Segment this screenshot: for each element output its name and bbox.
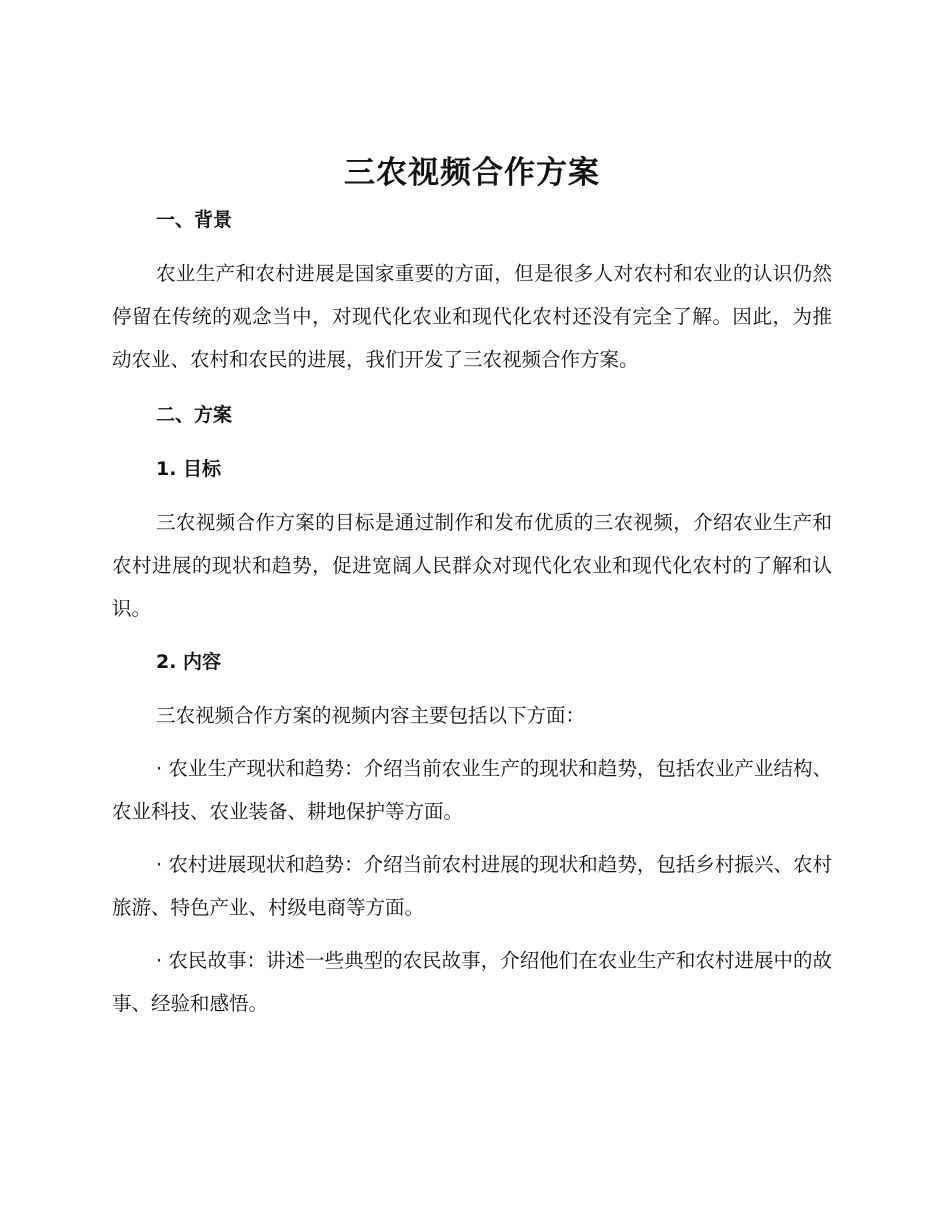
document-body [112, 148, 832, 1025]
content-bullet-item: · 农民故事：讲述一些典型的农民故事，介绍他们在农业生产和农村进展中的故事、经验和感悟。 [112, 949, 832, 1015]
content-bullet-item: · 农村进展现状和趋势：介绍当前农村进展的现状和趋势，包括乡村振兴、农村旅游、特色产业、村级电商等方面。 [112, 853, 832, 919]
section-heading-plan: 二、方案 [156, 404, 233, 426]
subsection-heading-content: 2. 内容 [156, 651, 222, 673]
content-bullet-item: · 农业生产现状和趋势：介绍当前农业生产的现状和趋势，包括农业产业结构、农业科技、农业装备、耕地保护等方面。 [112, 757, 832, 823]
content-intro-paragraph: 三农视频合作方案的视频内容主要包括以下方面： [156, 704, 586, 727]
section-heading-background: 一、背景 [156, 209, 233, 231]
document-title: 三农视频合作方案 [344, 155, 600, 191]
background-paragraph: 农业生产和农村进展是国家重要的方面，但是很多人对农村和农业的认识仍然停留在传统的观念当中，对现代化农业和现代化农村还没有完全了解。因此，为推动农业、农村和农民的进展，我们开发了三农视频合作方案。 [112, 262, 832, 371]
subsection-heading-goal: 1. 目标 [156, 458, 222, 480]
goal-paragraph: 三农视频合作方案的目标是通过制作和发布优质的三农视频，介绍农业生产和农村进展的现状和趋势，促进宽阔人民群众对现代化农业和现代化农村的了解和认识。 [112, 511, 832, 620]
